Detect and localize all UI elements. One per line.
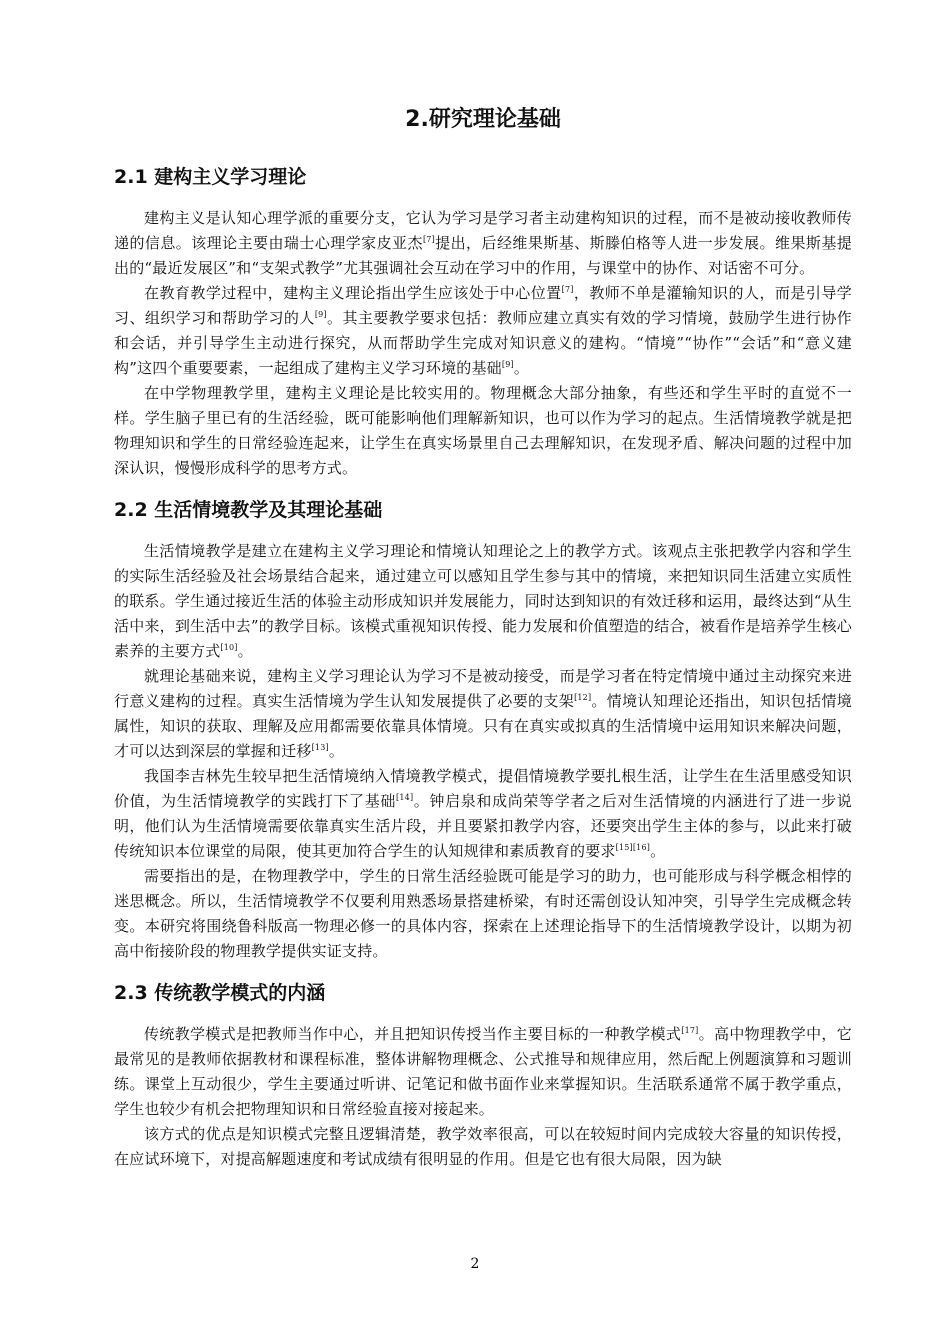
chapter-title: 2.研究理论基础: [405, 107, 561, 132]
paragraph-text: ，教师不单是灌输知识的人，而是引导学习、组织学习和帮助学习的人: [114, 284, 852, 327]
paragraph: [114, 664, 852, 764]
paragraph-text: 。: [237, 642, 253, 660]
paragraph-text: 。情境认知理论还指出，知识包括情境属性，知识的获取、理解及应用都需要依靠具体情境。只有在真实或拟真的生活情境中运用知识来解决问题，才可以达到深层的掌握和迁移: [114, 692, 852, 760]
paragraph-text: 建构主义是认知心理学派的重要分支，它认为学习是学习者主动建构知识的过程，而不是被动接收教师传递的信息。该理论主要由瑞士心理学家皮亚杰: [114, 209, 852, 252]
paragraph: [114, 281, 852, 381]
paragraph: [114, 1122, 852, 1172]
paragraph-text: 。钟启泉和成尚荣等学者之后对生活情境的内涵进行了进一步说明，他们认为生活情境需要依靠真实生活片段，并且要紧扣教学内容，还要突出学生主体的参与，以此来打破传统知识本位课堂的局限，使其更加符合学生的认知规律和素质教育的要求: [114, 792, 852, 860]
paragraph-text: 。: [513, 359, 530, 377]
paragraph-text: 该方式的优点是知识模式完整且逻辑清楚，教学效率很高，可以在较短时间内完成较大容量的知识传授，在应试环境下，对提高解题速度和考试成绩有很明显的作用。但是它也有很大局限，因为缺: [114, 1125, 852, 1168]
paragraph: [114, 864, 852, 964]
citation-ref: [13]: [311, 743, 329, 752]
paragraph: [114, 1022, 852, 1122]
paragraph-text: 在教育教学过程中，建构主义理论指出学生应该处于中心位置: [144, 284, 562, 302]
section-title: 2.2 生活情境教学及其理论基础: [114, 499, 383, 521]
paragraph: [114, 206, 852, 281]
paragraph: [114, 539, 852, 664]
paragraph: [114, 764, 852, 864]
section-title: 2.3 传统教学模式的内涵: [114, 982, 326, 1004]
paragraph-text: 。: [650, 842, 666, 860]
paragraph-text: 在中学物理教学里，建构主义理论是比较实用的。物理概念大部分抽象，有些还和学生平时的直觉不一样。学生脑子里已有的生活经验，既可能影响他们理解新知识，也可以作为学习的起点。生活情境教学就是把物理知识和学生的日常经验连起来，让学生在真实场景里自己去理解知识，在发现矛盾、解决问题的过程中加深认识，慢慢形成科学的思考方式。: [114, 384, 852, 477]
citation-ref: [9]: [314, 310, 327, 319]
paragraph-text: 。: [328, 742, 345, 760]
paragraph-text: 就理论基础来说，建构主义学习理论认为学习不是被动接受，而是学习者在特定情境中通过主动探究来进行意义建构的过程。真实生活情境为学生认知发展提供了必要的支架: [114, 667, 852, 710]
citation-ref: [14]: [396, 793, 414, 802]
citation-ref: [17]: [681, 1026, 699, 1035]
paragraph-text: 需要指出的是，在物理教学中，学生的日常生活经验既可能是学习的助力，也可能形成与科学概念相悖的迷思概念。所以，生活情境教学不仅要利用熟悉场景搭建桥梁，有时还需创设认知冲突，引导学生完成概念转变。本研究将围绕鲁科版高一物理必修一的具体内容，探索在上述理论指导下的生活情境教学设计，以期为初高中衔接阶段的物理教学提供实证支持。: [114, 867, 852, 960]
citation-ref: [7]: [422, 235, 435, 244]
paragraph-text: 传统教学模式是把教师当作中心，并且把知识传授当作主要目标的一种教学模式: [144, 1025, 682, 1043]
paragraph-text: 我国李吉林先生较早把生活情境纳入情境教学模式，提倡情境教学要扎根生活，让学生在生活里感受知识价值，为生活情境教学的实践打下了基础: [114, 767, 852, 810]
citation-ref: [7]: [561, 285, 574, 294]
page-number: 2: [470, 1256, 480, 1272]
paragraph-text: 。其主要教学要求包括：教师应建立真实有效的学习情境，鼓励学生进行协作和会话，并引导学生主动进行探究，从而帮助学生完成对知识意义的建构。“情境”“协作”“会话”和“意义建构”这四个重要要素，一起组成了建构主义学习环境的基础: [114, 309, 852, 377]
paragraph-text: 。高中物理教学中，它最常见的是教师依据教材和课程标准，整体讲解物理概念、公式推导和规律应用，然后配上例题演算和习题训练。课堂上互动很少，学生主要通过听讲、记笔记和做书面作业来掌握知识。生活联系通常不属于教学重点，学生也较少有机会把物理知识和日常经验直接对接起来。: [114, 1025, 852, 1118]
paragraph-text: 生活情境教学是建立在建构主义学习理论和情境认知理论之上的教学方式。该观点主张把教学内容和学生的实际生活经验及社会场景结合起来，通过建立可以感知且学生参与其中的情境，来把知识同生活建立实质性的联系。学生通过接近生活的体验主动形成知识并发展能力，同时达到知识的有效迁移和运用，最终达到“从生活中来，到生活中去”的教学目标。该模式重视知识传授、能力发展和价值塑造的结合，被看作是培养学生核心素养的主要方式: [114, 542, 852, 660]
citation-ref: [15][16]: [615, 843, 651, 852]
section-title: 2.1 建构主义学习理论: [114, 166, 307, 188]
citation-ref: [12]: [574, 693, 592, 702]
citation-ref: [10]: [220, 643, 238, 652]
paragraph: [114, 381, 852, 481]
citation-ref: [9]: [501, 360, 514, 369]
paragraph-text: 提出，后经维果斯基、斯滕伯格等人进一步发展。维果斯基提出的“最近发展区”和“支架式教学”尤其强调社会互动在学习中的作用，与课堂中的协作、对话密不可分。: [114, 234, 852, 277]
